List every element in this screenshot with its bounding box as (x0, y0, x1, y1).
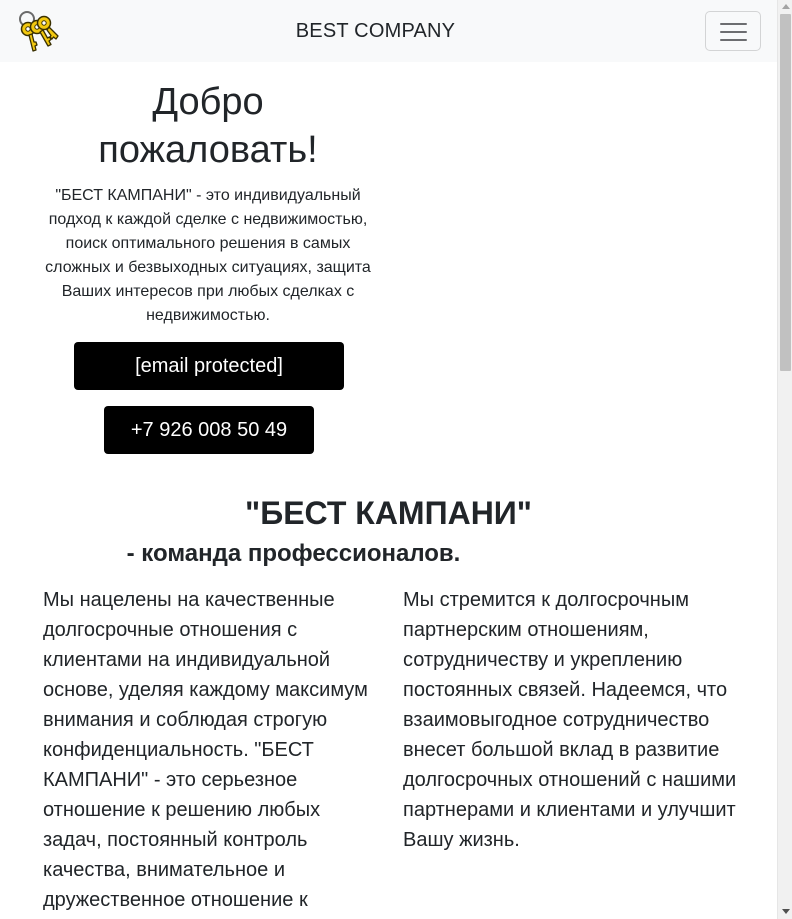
hamburger-menu-button[interactable] (705, 11, 761, 51)
hamburger-menu-icon (720, 23, 747, 25)
hero-title-line-1: Добро (152, 81, 264, 123)
team-section-subtitle (0, 538, 777, 570)
keys-icon[interactable] (18, 9, 60, 53)
scroll-up-arrow-icon[interactable] (782, 4, 790, 9)
page-scrollbar[interactable] (777, 0, 792, 919)
team-text-left: Мы нацелены на качественные долгосрочные отношения с клиентами на индивидуальной основе, уделяя каждому максимум внимания и соблюдая строгую конфиденциальность. "БЕСТ КАМПАНИ" - это серьезное отношение к решению любых задач, постоянный контроль качества, внимательное и дружественное отношение к (43, 589, 368, 911)
team-section-subtitle-text: - команда профессионалов. (126, 540, 461, 567)
team-section-title: "БЕСТ КАМПАНИ" (245, 495, 532, 531)
hamburger-menu-icon-bar (720, 31, 747, 33)
hero-title (38, 78, 378, 174)
hamburger-menu-icon-bar (720, 39, 747, 41)
scrollbar-thumb[interactable] (780, 14, 791, 371)
navbar (0, 0, 777, 62)
hero-title-line-2: пожаловать! (98, 129, 318, 171)
team-text-right: Мы стремится к долгосрочным партнерским отношениям, сотрудничеству и укреплению постоянных связей. Надеемся, что взаимовыгодное сотрудничество внесет большой вклад в развитие долгосрочных отношений с нашими партнерами и клиентами и улучшит Вашу жизнь. (403, 589, 737, 851)
hero-section (38, 78, 378, 328)
phone-button[interactable]: +7 926 008 50 49 (104, 406, 314, 454)
scroll-down-arrow-icon[interactable] (782, 909, 790, 914)
hero-description: "БЕСТ КАМПАНИ" - это индивидуальный подход к каждой сделке с недвижимостью, поиск оптимального решения в самых сложных и безвыходных ситуациях, защита Ваших интересов при любых сделках с недвижимостью. (45, 187, 371, 324)
email-button[interactable]: [email protected] (74, 342, 344, 390)
brand-name[interactable]: BEST COMPANY (295, 20, 456, 42)
